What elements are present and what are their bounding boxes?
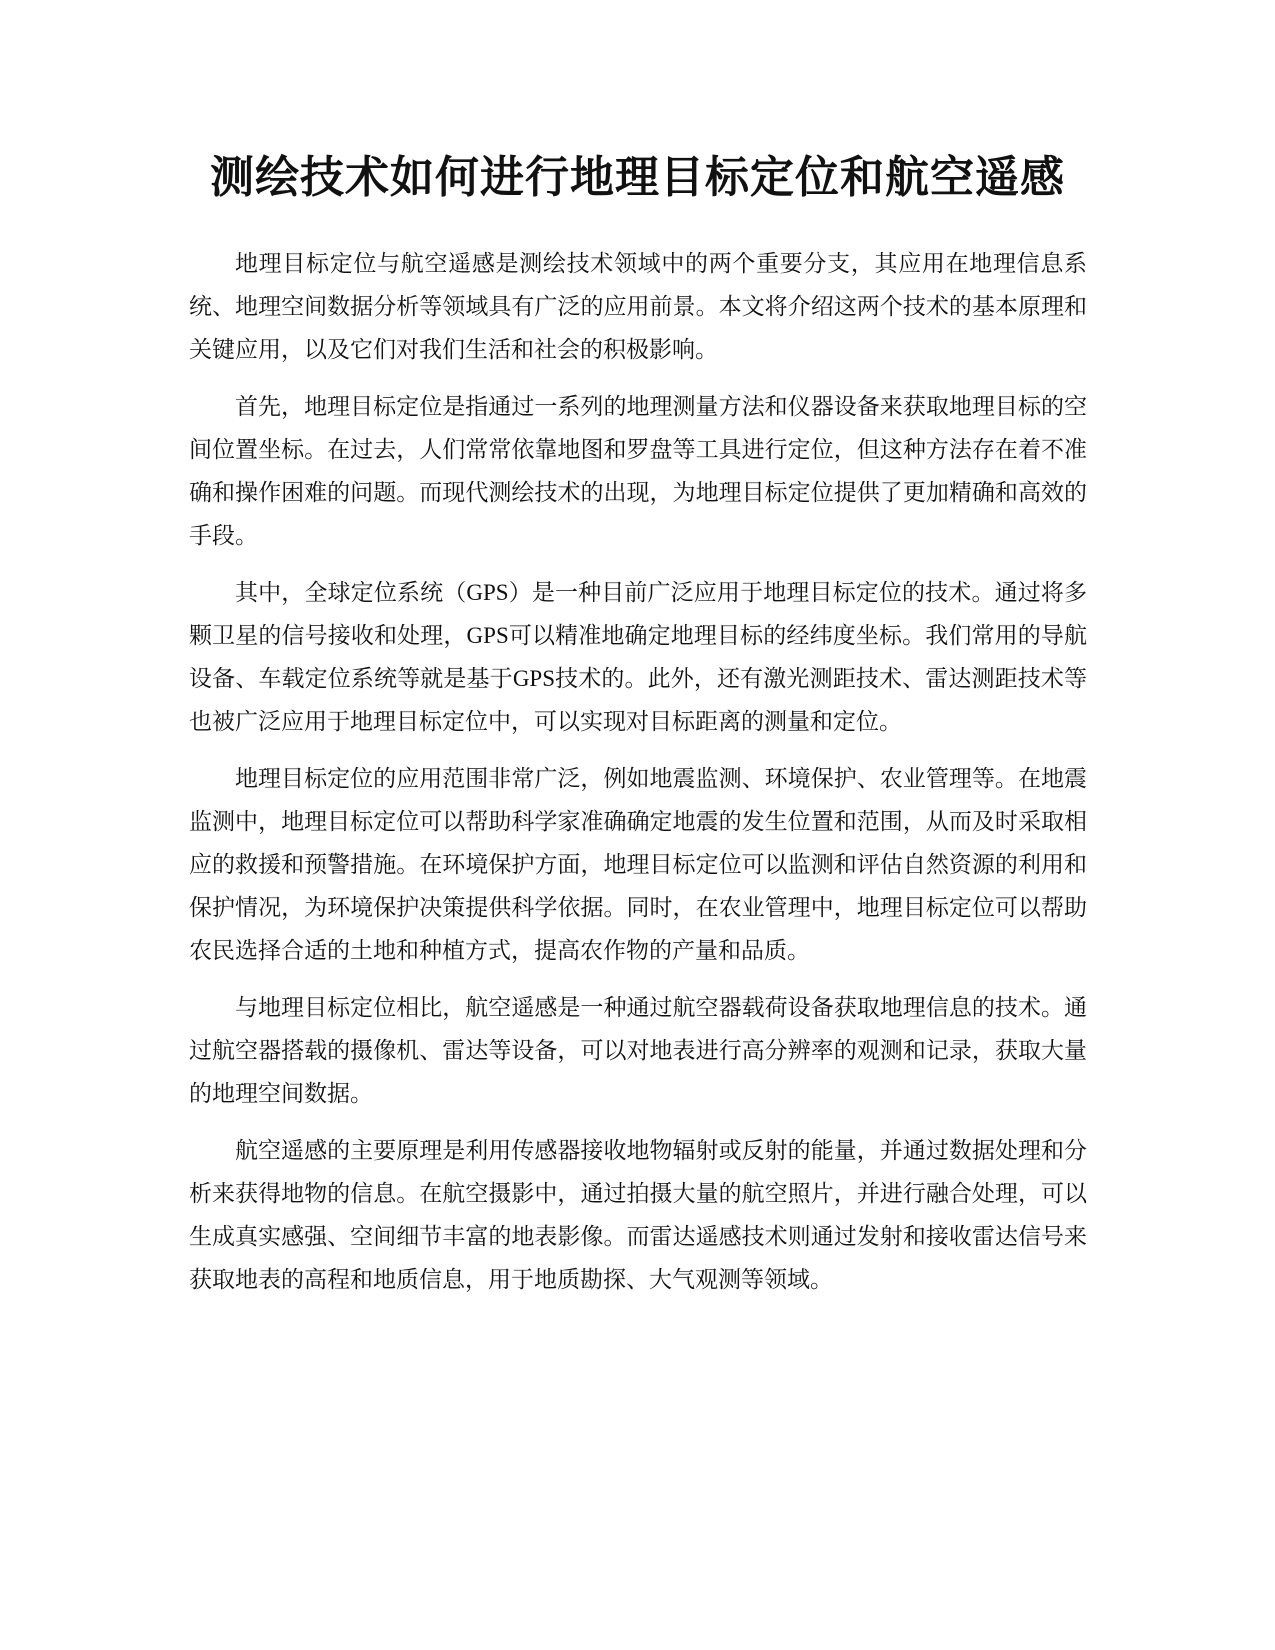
paragraph-target-positioning: 首先，地理目标定位是指通过一系列的地理测量方法和仪器设备来获取地理目标的空间位置坐标。在过去，人们常常依靠地图和罗盘等工具进行定位，但这种方法存在着不准确和操作困难的问题。而现代测绘技术的出现，为地理目标定位提供了更加精确和高效的手段。 bbox=[189, 394, 1087, 548]
document-body bbox=[189, 242, 1087, 1315]
paragraph-applications: 地理目标定位的应用范围非常广泛，例如地震监测、环境保护、农业管理等。在地震监测中，地理目标定位可以帮助科学家准确确定地震的发生位置和范围，从而及时采取相应的救援和预警措施。在环境保护方面，地理目标定位可以监测和评估自然资源的利用和保护情况，为环境保护决策提供科学依据。同时，在农业管理中，地理目标定位可以帮助农民选择合适的土地和种植方式，提高农作物的产量和品质。 bbox=[189, 766, 1087, 963]
document-title: 测绘技术如何进行地理目标定位和航空遥感 bbox=[210, 152, 1065, 203]
paragraph-remote-sensing-principle: 航空遥感的主要原理是利用传感器接收地物辐射或反射的能量，并通过数据处理和分析来获得地物的信息。在航空摄影中，通过拍摄大量的航空照片，并进行融合处理，可以生成真实感强、空间细节丰富的地表影像。而雷达遥感技术则通过发射和接收雷达信号来获取地表的高程和地质信息，用于地质勘探、大气观测等领域。 bbox=[189, 1138, 1087, 1292]
paragraph-aerial-remote-sensing: 与地理目标定位相比，航空遥感是一种通过航空器载荷设备获取地理信息的技术。通过航空器搭载的摄像机、雷达等设备，可以对地表进行高分辨率的观测和记录，获取大量的地理空间数据。 bbox=[189, 995, 1087, 1106]
paragraph-gps: 其中，全球定位系统（GPS）是一种目前广泛应用于地理目标定位的技术。通过将多颗卫星的信号接收和处理，GPS可以精准地确定地理目标的经纬度坐标。我们常用的导航设备、车载定位系统等就是基于GPS技术的。此外，还有激光测距技术、雷达测距技术等也被广泛应用于地理目标定位中，可以实现对目标距离的测量和定位。 bbox=[189, 580, 1087, 734]
paragraph-intro: 地理目标定位与航空遥感是测绘技术领域中的两个重要分支，其应用在地理信息系统、地理空间数据分析等领域具有广泛的应用前景。本文将介绍这两个技术的基本原理和关键应用，以及它们对我们生活和社会的积极影响。 bbox=[189, 251, 1087, 362]
